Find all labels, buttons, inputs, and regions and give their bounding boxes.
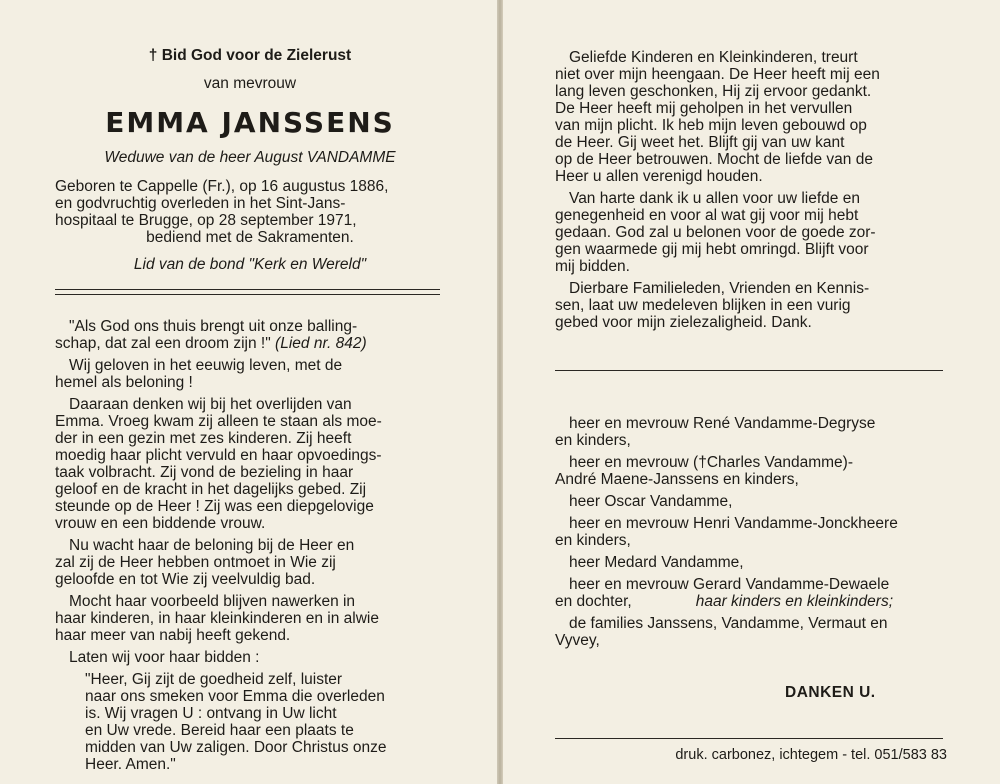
birth-line: Geboren te Cappelle (Fr.), op 16 augustus 1886, bbox=[55, 178, 389, 195]
quote-reference: (Lied nr. 842) bbox=[275, 335, 367, 352]
family-entry-rene: heer en mevrouw René Vandamme-Degryse en kinders, bbox=[555, 415, 876, 449]
double-rule-top bbox=[55, 289, 440, 290]
deceased-name: EMMA JANSSENS bbox=[105, 106, 395, 139]
opening-quote: "Als God ons thuis brengt uit onze balling- schap, dat zal een droom zijn !" (Lied nr. 842) bbox=[55, 318, 367, 352]
family-entry-gerard: heer en mevrouw Gerard Vandamme-Dewaele en dochter, haar kinders en kleinkinders; bbox=[555, 576, 894, 610]
left-card-page bbox=[0, 0, 497, 784]
printer-line: druk. carbonez, ichtegem - tel. 051/583 83 bbox=[675, 747, 947, 763]
family-entry-oscar: heer Oscar Vandamme, bbox=[569, 493, 733, 510]
farewell-paragraph-children: Geliefde Kinderen en Kleinkinderen, treurt niet over mijn heengaan. De Heer heeft mij een lang leven geschonken, Hij zij ervoor gedankt. De Heer heeft mij geholpen in het vervullen van mijn plicht. Ik heb mijn leven gebouwd op de Heer. Gij weet het. Blijft gij van uw kant op de Heer betrouwen. Mocht de liefde van de Heer u allen verenigd houden. bbox=[555, 49, 880, 185]
widow-line: Weduwe van de heer August VANDAMME bbox=[104, 149, 396, 166]
death-line: en godvruchtig overleden in het Sint-Jans- bbox=[55, 195, 346, 212]
grandchildren-note: haar kinders en kleinkinders; bbox=[695, 593, 894, 610]
family-list bbox=[555, 415, 947, 654]
sacraments-line: bediend met de Sakramenten. bbox=[146, 229, 354, 246]
printer-rule bbox=[555, 738, 943, 739]
closing-prayer: "Heer, Gij zijt de goedheid zelf, luister naar ons smeken voor Emma die overleden is. Wij vragen U : ontvang in Uw licht en Uw vrede. Bereid haar een plaats te midden van Uw zaligen. Door Christus onze Heer. Amen." bbox=[85, 671, 387, 773]
farewell-text bbox=[555, 49, 947, 336]
double-rule-bottom bbox=[55, 294, 440, 295]
membership-line: Lid van de bond "Kerk en Wereld" bbox=[133, 256, 367, 273]
of-madam-line: van mevrouw bbox=[203, 75, 297, 92]
family-entry-medard: heer Medard Vandamme, bbox=[569, 554, 744, 571]
farewell-paragraph-family: Dierbare Familieleden, Vrienden en Kennis- sen, laat uw medeleven blijken in een vurig gebed voor mijn zielezaligheid. Dank. bbox=[555, 280, 870, 331]
thanks-line: DANKEN U. bbox=[785, 684, 876, 701]
eulogy-paragraph-life: Daaraan denken wij bij het overlijden van Emma. Vroeg kwam zij alleen te staan als moe- der in een gezin met zes kinderen. Zij heeft moedig haar plicht vervuld en haar opvoedings- taak volbracht. Zij vond de bezieling in haar geloof en de kracht in het dagelijks gebed. Zij steunde op de Heer ! Zij was een diepgelovige vrouw en een biddende vrouw. bbox=[55, 396, 382, 532]
birth-death-block bbox=[55, 178, 445, 246]
eulogy-paragraph-example: Mocht haar voorbeeld blijven nawerken in haar kinderen, in haar kleinkinderen en in alwie haar meer van nabij heeft gekend. bbox=[55, 593, 379, 644]
farewell-paragraph-thanks: Van harte dank ik u allen voor uw liefde en genegenheid en voor al wat gij voor mij hebt gedaan. God zal u belonen voor de goede zor- gen waarmede gij mij hebt omringd. Blijft voor mij bidden. bbox=[555, 190, 876, 275]
prayer-invitation: Laten wij voor haar bidden : bbox=[69, 649, 260, 666]
hospital-line: hospitaal te Brugge, op 28 september 1971, bbox=[55, 212, 357, 229]
family-entry-charles: heer en mevrouw (†Charles Vandamme)- André Maene-Janssens en kinders, bbox=[555, 454, 853, 488]
family-entry-henri: heer en mevrouw Henri Vandamme-Jonckheere en kinders, bbox=[555, 515, 898, 549]
section-rule bbox=[555, 370, 943, 371]
eulogy-text bbox=[55, 318, 445, 773]
right-card-page bbox=[503, 0, 1000, 784]
eulogy-paragraph-faith: Wij geloven in het eeuwig leven, met de hemel als beloning ! bbox=[55, 357, 343, 391]
family-entry-families: de families Janssens, Vandamme, Vermaut en Vyvey, bbox=[555, 615, 888, 649]
prayer-heading: † Bid God voor de Zielerust bbox=[148, 47, 352, 64]
eulogy-paragraph-reward: Nu wacht haar de beloning bij de Heer en zal zij de Heer hebben ontmoet in Wie zij geloofde en tot Wie zij veelvuldig bad. bbox=[55, 537, 355, 588]
